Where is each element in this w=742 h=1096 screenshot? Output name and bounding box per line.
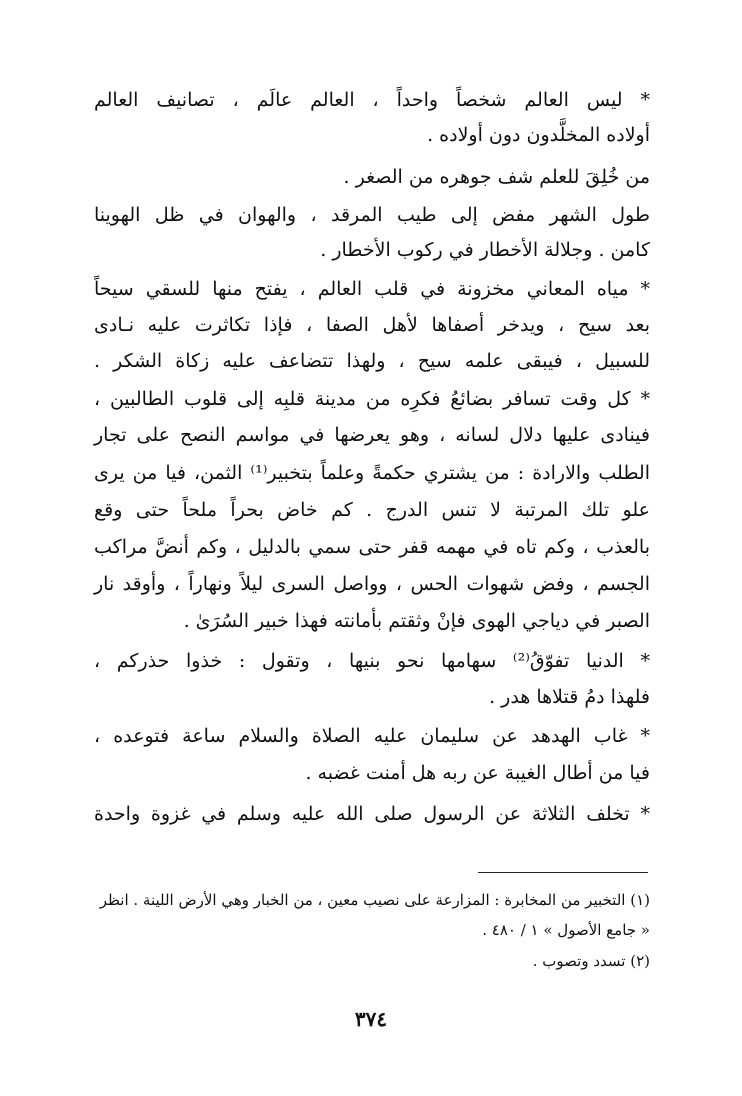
text-line: الطلب والارادة : من يشتري حكمةً وعلماً بتخبير⁽¹⁾ الثمن، فيا من يرى xyxy=(94,462,650,484)
footnote-line: (١) التخبير من المخابرة : المزارعة على نصيب معين ، من الخبار وهي الأرض اللينة . انظر xyxy=(99,891,650,909)
text-line: * غاب الهدهد عن سليمان عليه الصلاة والسلام ساعة فتوعده ، xyxy=(94,725,650,747)
text-line: كامن . وجلالة الأخطار في ركوب الأخطار . xyxy=(320,239,650,261)
text-line: فيا من أطال الغيبة عن ربه هل أمنت غضبه . xyxy=(305,762,650,784)
text-line: * مياه المعاني مخزونة في قلب العالم ، يفتح منها للسقي سيحاً xyxy=(94,278,650,300)
text-line: فلهذا دمُ قتلاها هدر . xyxy=(489,686,650,708)
text-line: علو تلك المرتبة لا تنس الدرج . كم خاض بحراً ملحاً حتى وقع xyxy=(94,499,650,521)
text-line: * كل وقت تسافر بضائعُ فكرِه من مدينة قلبِه إلى قلوب الطالبين ، xyxy=(94,388,650,410)
text-line: للسبيل ، فيبقى علمه سيح ، ولهذا تتضاعف عليه زكاة الشكر . xyxy=(94,350,650,372)
text-line: طول الشهر مفض إلى طيب المرقد ، والهوان في ظل الهوينا xyxy=(94,204,650,226)
text-line: من خُلِقَ للعلم شف جوهره من الصغر . xyxy=(343,166,650,188)
text-line: بعد سيح ، ويدخر أصفاها لأهل الصفا ، فإذا تكاثرت عليه نـادى xyxy=(94,314,650,336)
page-number: ٣٧٤ xyxy=(354,1007,388,1031)
footnote-line: « جامع الأصول » ١ / ٤٨٠ . xyxy=(482,921,650,939)
text-line: الصبر في دياجي الهوى فإنْ وثقتم بأمانته فهذا خبير السُرَىٰ . xyxy=(183,610,650,632)
text-line: * تخلف الثلاثة عن الرسول صلى الله عليه وسلم في غزوة واحدة xyxy=(94,803,650,825)
text-line: * ليس العالم شخصاً واحداً ، العالم عالَم ، تصانيف العالم xyxy=(94,89,650,111)
text-line: فينادى عليها دلال لسانه ، وهو يعرضها في مواسم النصح على تجار xyxy=(94,424,650,446)
text-line: أولاده المخلَّدون دون أولاده . xyxy=(427,124,650,146)
text-line: الجسم ، وفض شهوات الحس ، وواصل السرى ليلاً ونهاراً ، وأوقد نار xyxy=(94,573,650,595)
text-line: بالعذب ، وكم تاه في مهمه قفر حتى سمي بالدليل ، وكم أنضَّ مراكب xyxy=(94,536,650,558)
text-line: * الدنيا تفوّقُ⁽²⁾ سهامها نحو بنيها ، وتقول : خذوا حذركم ، xyxy=(94,650,650,672)
footnote-separator xyxy=(478,872,648,873)
footnote-line: (٢) تسدد وتصوب . xyxy=(532,952,650,970)
